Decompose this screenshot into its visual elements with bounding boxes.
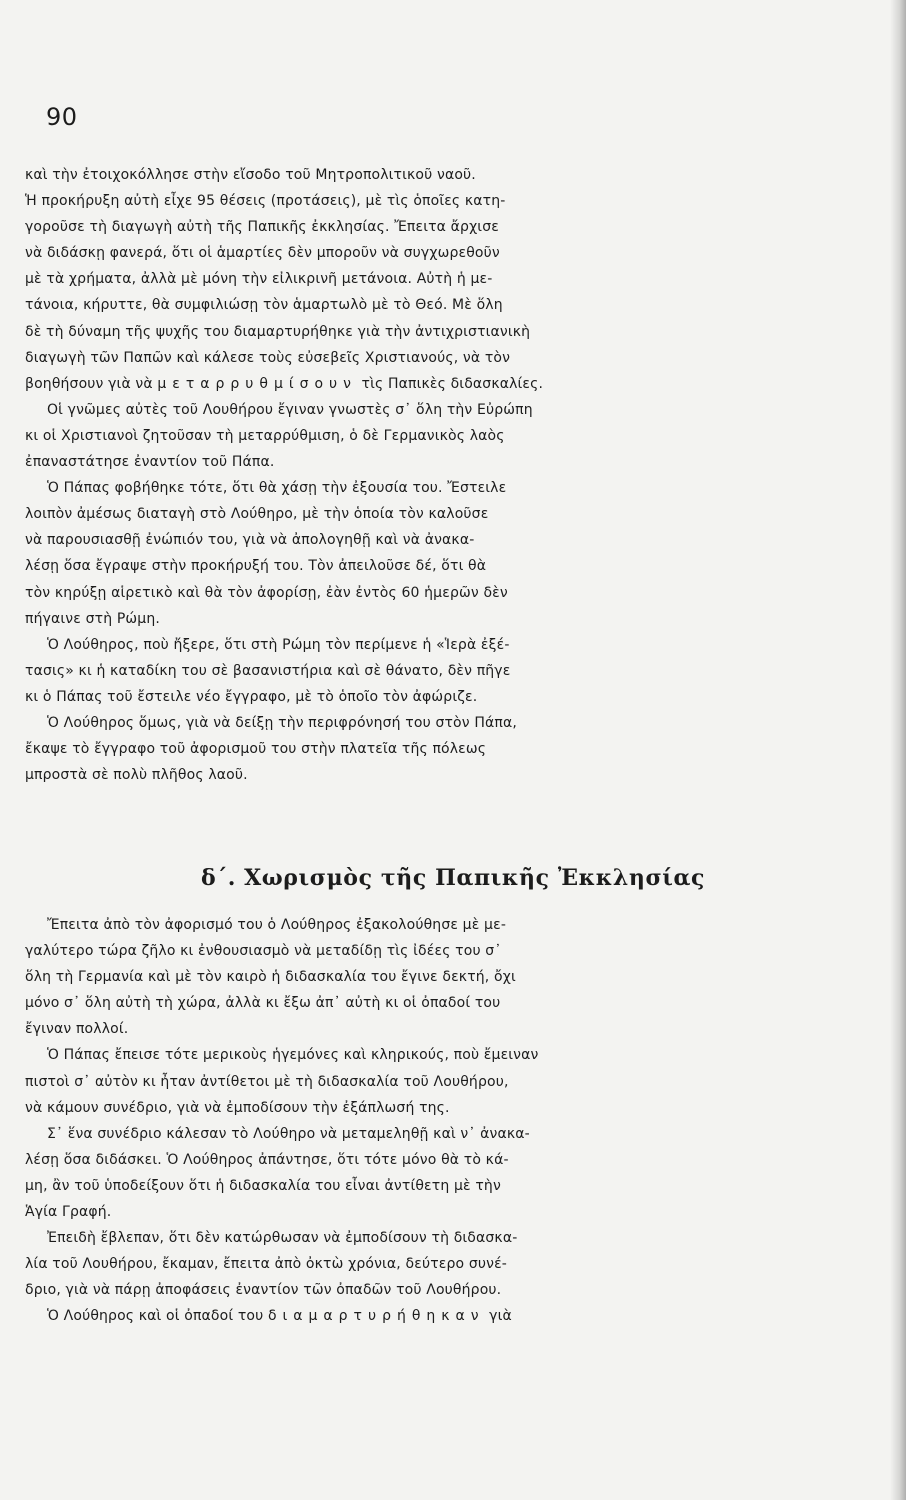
text-line	[25, 658, 825, 684]
text-line-content: μόνο σ᾽ ὅλη αὐτὴ τὴ χώρα, ἀλλὰ κι ἔξω ἀπ᾽ αὐτὴ κι οἱ ὀπαδοί του	[25, 995, 501, 1012]
text-line	[25, 1147, 825, 1173]
section-heading	[0, 865, 906, 891]
text-line-content: δὲ τὴ δύναμη τῆς ψυχῆς του διαμαρτυρήθηκε γιὰ τὴν ἀντιχριστιανικὴ	[25, 323, 531, 340]
text-line-content: βοηθήσουν γιὰ νὰ	[25, 375, 158, 392]
text-line	[25, 449, 825, 475]
text-line	[25, 684, 825, 710]
text-line	[25, 1303, 825, 1329]
text-line	[25, 475, 825, 501]
text-line	[25, 580, 825, 606]
text-line	[25, 632, 825, 658]
text-line	[25, 371, 825, 397]
text-line-content: λέσῃ ὅσα διδάσκει. Ὁ Λούθηρος ἀπάντησε, ὅτι τότε μόνο θὰ τὸ κά-	[25, 1151, 509, 1168]
text-line	[25, 762, 825, 788]
text-line	[25, 1042, 825, 1068]
page-edge-shadow	[890, 0, 906, 1500]
text-line	[25, 553, 825, 579]
text-line	[25, 710, 825, 736]
text-line-content: νὰ διδάσκῃ φανερά, ὅτι οἱ ἁμαρτίες δὲν μποροῦν νὰ συγχωρεθοῦν	[25, 245, 500, 262]
text-line	[25, 606, 825, 632]
text-line	[25, 736, 825, 762]
text-line	[25, 501, 825, 527]
text-line	[25, 527, 825, 553]
text-line-content: μη, ἂν τοῦ ὑποδείξουν ὅτι ἡ διδασκαλία του εἶναι ἀντίθετη μὲ τὴν	[25, 1177, 501, 1194]
text-line	[25, 990, 825, 1016]
text-line-content: Ὁ Πάπας ἔπεισε τότε μερικοὺς ἡγεμόνες καὶ κληρικούς, ποὺ ἔμειναν	[47, 1047, 539, 1064]
text-line-content: Ἐπειδὴ ἔβλεπαν, ὅτι δὲν κατώρθωσαν νὰ ἐμποδίσουν τὴ διδασκα-	[47, 1230, 518, 1247]
text-line-content: πιστοὶ σ᾽ αὐτὸν κι ἦταν ἀντίθετοι μὲ τὴ διδασκαλία τοῦ Λουθήρου,	[25, 1073, 509, 1090]
text-line	[25, 1069, 825, 1095]
text-line-content: μὲ τὰ χρήματα, ἀλλὰ μὲ μόνη τὴν εἰλικρινῆ μετάνοια. Αὐτὴ ἡ με-	[25, 271, 493, 288]
text-line-content: Ἡ προκήρυξη αὐτὴ εἶχε 95 θέσεις (προτάσεις), μὲ τὶς ὁποῖες κατη-	[25, 193, 506, 210]
text-line-content: τασις» κι ἡ καταδίκη του σὲ βασανιστήρια καὶ σὲ θάνατο, δὲν πῆγε	[25, 662, 511, 679]
text-line-content: κι οἱ Χριστιανοὶ ζητοῦσαν τὴ μεταρρύθμιση, ὁ δὲ Γερμανικὸς λαὸς	[25, 427, 505, 444]
text-line	[25, 912, 825, 938]
text-line-content: τὸν κηρύξῃ αἱρετικὸ καὶ θὰ τὸν ἀφορίσῃ, ἐὰν ἐντὸς 60 ἡμερῶν δὲν	[25, 584, 508, 601]
text-line	[25, 292, 825, 318]
section-2-text	[25, 912, 825, 1330]
text-line	[25, 1251, 825, 1277]
text-line-content: ἐπαναστάτησε ἐναντίον τοῦ Πάπα.	[25, 454, 275, 471]
text-line-content: Ὁ Λούθηρος, ποὺ ἤξερε, ὅτι στὴ Ρώμη τὸν περίμενε ἡ «Ἱερὰ ἐξέ-	[47, 636, 510, 653]
text-line	[25, 1173, 825, 1199]
text-line-content: νὰ κάμουν συνέδριο, γιὰ νὰ ἐμποδίσουν τὴν ἐξάπλωσή της.	[25, 1099, 450, 1116]
text-line	[25, 188, 825, 214]
text-line-content: κι ὁ Πάπας τοῦ ἔστειλε νέο ἔγγραφο, μὲ τὸ ὁποῖο τὸν ἀφώριζε.	[25, 688, 478, 705]
text-line-content: καὶ τὴν ἐτοιχοκόλλησε στὴν εἴσοδο τοῦ Μητροπολιτικοῦ ναοῦ.	[25, 167, 476, 183]
text-line	[25, 1121, 825, 1147]
spaced-emphasis: μεταρρυθμίσουν	[157, 375, 357, 392]
text-line	[25, 162, 825, 188]
section-1-text	[25, 162, 825, 788]
text-line	[25, 1277, 825, 1303]
text-line	[25, 938, 825, 964]
text-line-content: λέσῃ ὅσα ἔγραψε στὴν προκήρυξή του. Τὸν ἀπειλοῦσε δέ, ὅτι θὰ	[25, 558, 487, 575]
text-line-content: Ὁ Λούθηρος καὶ οἱ ὀπαδοί του	[47, 1308, 268, 1325]
text-line-content: Οἱ γνῶμες αὐτὲς τοῦ Λουθήρου ἔγιναν γνωστὲς σ᾽ ὅλη τὴν Εὐρώπη	[47, 401, 533, 418]
text-line-content: ἔγιναν πολλοί.	[25, 1021, 129, 1038]
text-line	[25, 1016, 825, 1042]
text-line-content: ἔκαψε τὸ ἔγγραφο τοῦ ἀφορισμοῦ του στὴν πλατεῖα τῆς πόλεως	[25, 741, 487, 758]
section-heading-number: δ΄.	[200, 865, 237, 891]
text-line-content: λοιπὸν ἀμέσως διαταγὴ στὸ Λούθηρο, μὲ τὴν ὁποία τὸν καλοῦσε	[25, 506, 489, 523]
spaced-emphasis: διαμαρτυρήθηκαν	[267, 1308, 485, 1325]
text-line-content: Σ᾽ ἕνα συνέδριο κάλεσαν τὸ Λούθηρο νὰ μεταμεληθῇ καὶ ν᾽ ἀνακα-	[47, 1125, 530, 1142]
text-line	[25, 214, 825, 240]
text-line-content: μπροστὰ σὲ πολὺ πλῆθος λαοῦ.	[25, 767, 248, 784]
text-line-content: δριο, γιὰ νὰ πάρῃ ἀποφάσεις ἐναντίον τῶν ὀπαδῶν τοῦ Λουθήρου.	[25, 1282, 502, 1299]
text-line-content: γαλύτερο τώρα ζῆλο κι ἐνθουσιασμὸ νὰ μεταδίδῃ τὶς ἰδέες του σ᾽	[25, 943, 502, 960]
text-line-content: γοροῦσε τὴ διαγωγὴ αὐτὴ τῆς Παπικῆς ἐκκλησίας. Ἔπειτα ἄρχισε	[25, 219, 499, 236]
text-line-continuation: γιὰ	[484, 1308, 512, 1325]
text-line-content: Ἁγία Γραφή.	[25, 1204, 112, 1221]
text-line	[25, 319, 825, 345]
text-line	[25, 423, 825, 449]
text-line-content: διαγωγὴ τῶν Παπῶν καὶ κάλεσε τοὺς εὐσεβεῖς Χριστιανούς, νὰ τὸν	[25, 349, 511, 366]
text-line-content: Ὁ Πάπας φοβήθηκε τότε, ὅτι θὰ χάσῃ τὴν ἐξουσία του. Ἔστειλε	[47, 480, 507, 497]
text-line-content: πήγαινε στὴ Ρώμη.	[25, 610, 160, 627]
text-line-continuation: τὶς Παπικὲς διδασκαλίες.	[356, 375, 544, 392]
text-line-content: λία τοῦ Λουθήρου, ἔκαμαν, ἔπειτα ἀπὸ ὀκτὼ χρόνια, δεύτερο συνέ-	[25, 1256, 508, 1273]
text-line	[25, 266, 825, 292]
text-line	[25, 964, 825, 990]
text-line	[25, 240, 825, 266]
text-line	[25, 397, 825, 423]
text-line	[25, 1199, 825, 1225]
text-line-content: Ὁ Λούθηρος ὅμως, γιὰ νὰ δείξῃ τὴν περιφρόνησή του στὸν Πάπα,	[47, 714, 517, 731]
text-line-content: ὅλη τὴ Γερμανία καὶ μὲ τὸν καιρὸ ἡ διδασκαλία του ἔγινε δεκτή, ὄχι	[25, 969, 516, 986]
page-number: 90	[46, 103, 78, 131]
text-line	[25, 345, 825, 371]
text-line	[25, 1225, 825, 1251]
section-heading-title: Χωρισμὸς τῆς Παπικῆς Ἐκκλησίας	[244, 865, 706, 891]
text-line-content: τάνοια, κήρυττε, θὰ συμφιλιώσῃ τὸν ἁμαρτωλὸ μὲ τὸ Θεό. Μὲ ὅλη	[25, 297, 503, 314]
text-line	[25, 1095, 825, 1121]
text-line-content: νὰ παρουσιασθῇ ἐνώπιόν του, γιὰ νὰ ἀπολογηθῇ καὶ νὰ ἀνακα-	[25, 532, 475, 549]
text-line-content: Ἔπειτα ἀπὸ τὸν ἀφορισμό του ὁ Λούθηρος ἐξακολούθησε μὲ με-	[47, 917, 507, 933]
